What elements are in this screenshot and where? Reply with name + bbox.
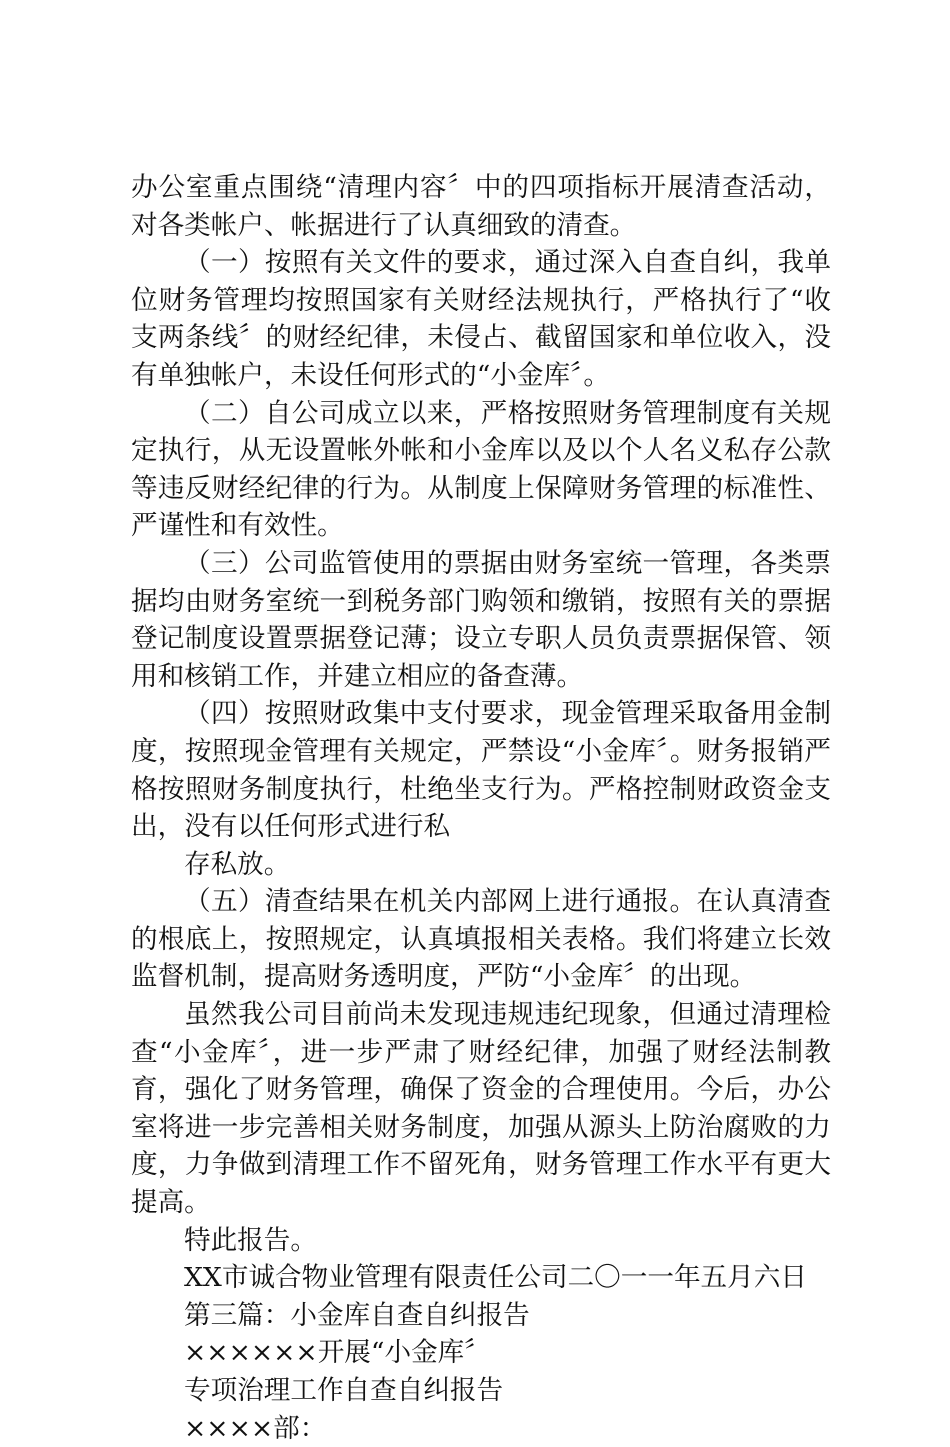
paragraph-item-2: （二）自公司成立以来，严格按照财务管理制度有关规定执行，从无设置帐外帐和小金库以及以个人名义私存公款等违反财经纪律的行为。从制度上保障财务管理的标准性、严谨性和有效性。 — [131, 397, 831, 542]
paragraph-conclusion: 虽然我公司目前尚未发现违规违纪现象，但通过清理检查“小金库〞，进一步严肃了财经纪律，加强了财经法制教育，强化了财务管理，确保了资金的合理使用。今后，办公室将进一步完善相关财务制度，加强从源头上防治腐败的力度，力争做到清理工作不留死角，财务管理工作水平有更大提高。 — [131, 999, 831, 1219]
signature-date-line: XX市诚合物业管理有限责任公司二〇一一年五月六日 — [184, 1262, 807, 1294]
report-title-line-2: 专项治理工作自查自纠报告 — [184, 1375, 504, 1406]
section-heading: 第三篇：小金库自查自纠报告 — [184, 1299, 530, 1331]
paragraph-item-4-continuation: 存私放。 — [184, 848, 291, 880]
document-body — [131, 169, 831, 1447]
report-title-line-1: ××××××开展“小金库〞 — [184, 1337, 491, 1369]
paragraph-item-3: （三）公司监管使用的票据由财务室统一管理，各类票据均由财务室统一到税务部门购领和缴销，按照有关的票据登记制度设置票据登记薄；设立专职人员负责票据保管、领用和核销工作，并建立相应的备查薄。 — [131, 547, 831, 692]
closing-line: 特此报告。 — [184, 1224, 317, 1256]
paragraph-item-5: （五）清查结果在机关内部网上进行通报。在认真清查的根底上，按照规定，认真填报相关表格。我们将建立长效监督机制，提高财务透明度，严防“小金库〞的出现。 — [131, 886, 831, 993]
paragraph-intro: 办公室重点围绕“清理内容〞中的四项指标开展清查活动，对各类帐户、帐据进行了认真细致的清查。 — [131, 172, 831, 241]
paragraph-item-4: （四）按照财政集中支付要求，现金管理采取备用金制度，按照现金管理有关规定，严禁设“小金库〞。财务报销严格按照财务制度执行，杜绝坐支行为。严格控制财政资金支出，没有以任何形式进行私 — [131, 698, 831, 843]
addressee-line: ××××部： — [184, 1412, 327, 1444]
paragraph-item-1: （一）按照有关文件的要求，通过深入自查自纠，我单位财务管理均按照国家有关财经法规执行，严格执行了“收支两条线〞的财经纪律，未侵占、截留国家和单位收入，没有单独帐户，未设任何形式的“小金库〞。 — [131, 247, 831, 391]
